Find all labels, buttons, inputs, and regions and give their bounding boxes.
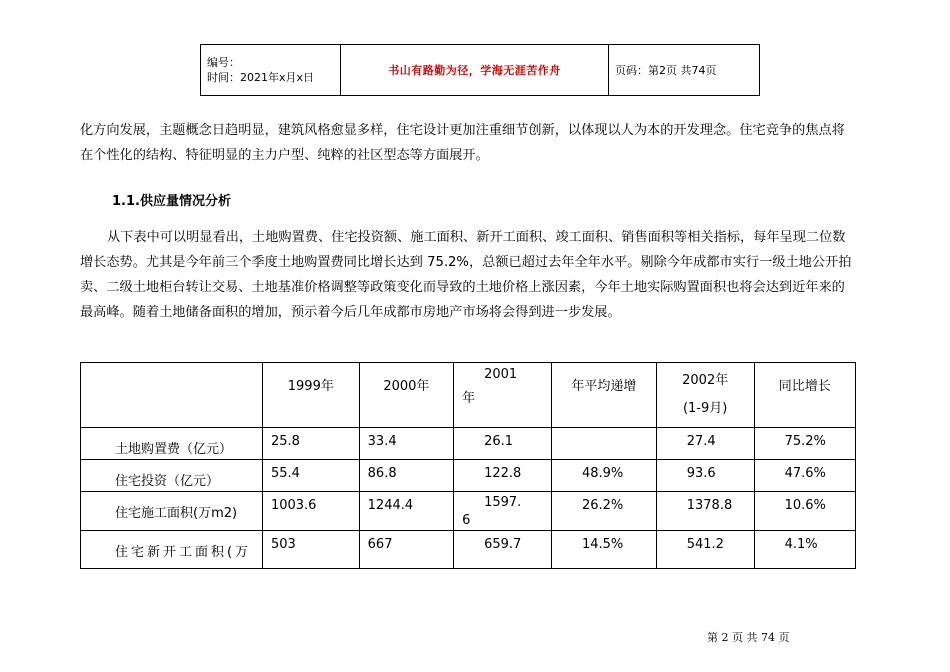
- row-label: 土地购置费（亿元）: [81, 428, 263, 460]
- cell-avg: 26.2%: [551, 492, 656, 531]
- paragraph-intro: [80, 118, 882, 168]
- cell-2002: 1378.8: [656, 492, 754, 531]
- header-annual-avg: 年平均递增: [551, 363, 656, 428]
- cell-yoy: 4.1%: [754, 531, 855, 569]
- paragraph-analysis: [80, 225, 882, 325]
- cell-2001: 659.7: [454, 531, 552, 569]
- header-1999: 1999年: [262, 363, 359, 428]
- cell-avg: [551, 428, 656, 460]
- cell-1999: 503: [262, 531, 359, 569]
- cell-2001-part: 1597.: [484, 495, 522, 510]
- table-row: [81, 428, 856, 460]
- paragraph-line: 化方向发展，主题概念日趋明显，建筑风格愈显多样，住宅设计更加注重细节创新，以体现以人为本的开发理念。住宅竞争的焦点将: [80, 123, 845, 138]
- row-label: 住宅投资（亿元）: [81, 460, 263, 492]
- table-row: [81, 460, 856, 492]
- table-row: [81, 531, 856, 569]
- paragraph-line: 在个性化的结构、特征明显的主力户型、纯粹的社区型态等方面展开。: [80, 148, 489, 163]
- cell-2000: 1244.4: [359, 492, 453, 531]
- page-footer: 第 2 页 共 74 页: [707, 631, 790, 644]
- cell-2000: 33.4: [359, 428, 453, 460]
- paragraph-line: 增长态势。尤其是今年前三个季度土地购置费同比增长达到 75.2%，总额已超过去年全年水平。剔除今年成都市实行一级土地公开拍: [80, 255, 852, 270]
- header-2000: 2000年: [359, 363, 453, 428]
- cell-2001-part: 6: [462, 513, 471, 528]
- cell-avg: 14.5%: [551, 531, 656, 569]
- header-2001-year: 2001: [484, 367, 518, 382]
- table-header-empty: [81, 363, 263, 428]
- cell-1999: 25.8: [262, 428, 359, 460]
- table-header-row: [81, 363, 856, 428]
- cell-2002: 541.2: [656, 531, 754, 569]
- cell-2002: 93.6: [656, 460, 754, 492]
- paragraph-line: 最高峰。随着土地储备面积的增加，预示着今后几年成都市房地产市场将会得到进一步发展。: [80, 305, 621, 320]
- supply-data-table: [80, 362, 856, 569]
- cell-avg: 48.9%: [551, 460, 656, 492]
- cell-2001: 122.8: [454, 460, 552, 492]
- cell-2002: 27.4: [656, 428, 754, 460]
- header-yoy: 同比增长: [754, 363, 855, 428]
- paragraph-line: 从下表中可以明显看出，土地购置费、住宅投资额、施工面积、新开工面积、竣工面积、销售面积等相关指标，每年呈现二位数: [107, 230, 846, 245]
- header-2002-year: 2002年: [682, 373, 729, 388]
- cell-1999: 1003.6: [262, 492, 359, 531]
- paragraph-line: 卖、二级土地柜台转让交易、土地基准价格调整等政策变化而导致的土地价格上涨因素，今年土地实际购置面积也将会达到近年来的: [80, 280, 845, 295]
- doc-number-label: 编号：: [207, 56, 240, 69]
- header-motto: 书山有路勤为径，学海无涯苦作舟: [341, 45, 609, 96]
- row-label: 住宅新开工面积(万: [81, 531, 263, 569]
- cell-yoy: 47.6%: [754, 460, 855, 492]
- header-2001-suffix: 年: [462, 391, 476, 406]
- header-2002: [656, 363, 754, 428]
- cell-2000: 86.8: [359, 460, 453, 492]
- section-heading: 1.1.供应量情况分析: [112, 194, 231, 209]
- doc-time-label: 时间：2021年x月x日: [207, 71, 315, 84]
- table-row: [81, 492, 856, 531]
- cell-2001: 26.1: [454, 428, 552, 460]
- cell-2001: [454, 492, 552, 531]
- cell-1999: 55.4: [262, 460, 359, 492]
- cell-yoy: 10.6%: [754, 492, 855, 531]
- header-2002-period: (1-9月): [682, 401, 728, 416]
- cell-yoy: 75.2%: [754, 428, 855, 460]
- row-label: 住宅施工面积(万m2): [81, 492, 263, 531]
- header-page-label: 页码：第2页 共74页: [609, 45, 760, 96]
- header-meta: [201, 45, 341, 96]
- page-header: [200, 44, 760, 96]
- cell-2000: 667: [359, 531, 453, 569]
- header-2001: [454, 363, 552, 428]
